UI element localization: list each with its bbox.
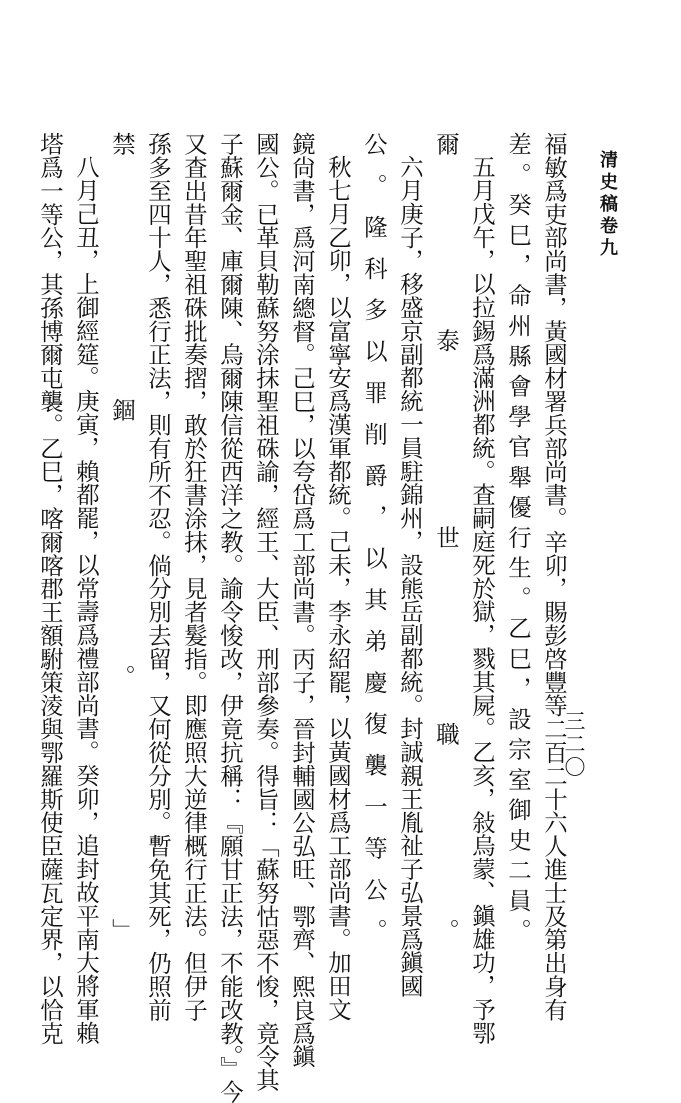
text-block [36,132,572,1103]
running-title: 清史稿卷九 [597,150,618,260]
text-column: 公。隆科多以罪削爵，以其弟慶復襲一等公。 [360,132,388,942]
text-column: 國公。已革貝勒蘇努涂抹聖祖硃諭，經王、大臣、刑部參奏。得旨：「蘇努怙惡不悛，竟令其 [252,132,280,1092]
page-number: 三二〇 [562,710,586,779]
text-column: 八月己丑，上御經筵。庚寅，賴都罷，以常壽爲禮部尚書。癸卯，追封故平南大將軍賴 [72,155,100,1045]
text-column: 五月戊午，以拉錫爲滿洲都統。査嗣庭死於獄，戮其屍。乙亥，敍烏蒙、鎭雄功，予鄂 [468,155,496,1045]
text-column: 又査出昔年聖祖硃批奏摺，敢於狂書涂抹，見者髮指。即應照大逆律概行正法。但伊子 [180,132,208,1022]
text-column: 福敏爲吏部尚書，黃國材署兵部尚書。辛卯，賜彭啓豐等二百二十六人進士及第出身有 [540,132,568,1022]
text-column: 爾泰世職。 [432,132,460,942]
text-column: 六月庚子，移盛京副都統一員駐錦州，設熊岳副都統。封誠親王胤祉子弘景爲鎭國 [396,155,424,998]
text-column: 禁錮。」 [108,132,136,942]
text-column: 孫多至四十人，悉行正法，則有所不忍。倘分別去留，又何從分別。暫免其死，仍照前 [144,132,172,1022]
text-column: 鏡尙書，爲河南總督。己巳，以夸岱爲工部尚書。丙子，晉封輔國公弘旺、鄂齊、熙良爲鎭 [288,132,316,1068]
text-column: 塔爲一等公，其孫博爾屯襲。乙巳，喀爾喀郡王額駙策淩與鄂羅斯使臣薩瓦定界，以恰克 [36,132,64,1045]
text-column: 子蘇爾金、庫爾陳、烏爾陳信從西洋之教。諭令悛改，伊竟抗稱：『願甘正法，不能改教。』今 [216,132,244,1103]
text-column: 秋七月乙卯，以富寧安爲漢軍都統。己未，李永紹罷，以黃國材爲工部尚書。加田文 [324,155,352,1021]
text-column: 差。癸巳，命州縣會學官舉優行生。乙巳，設宗室御史二員。 [504,132,532,942]
